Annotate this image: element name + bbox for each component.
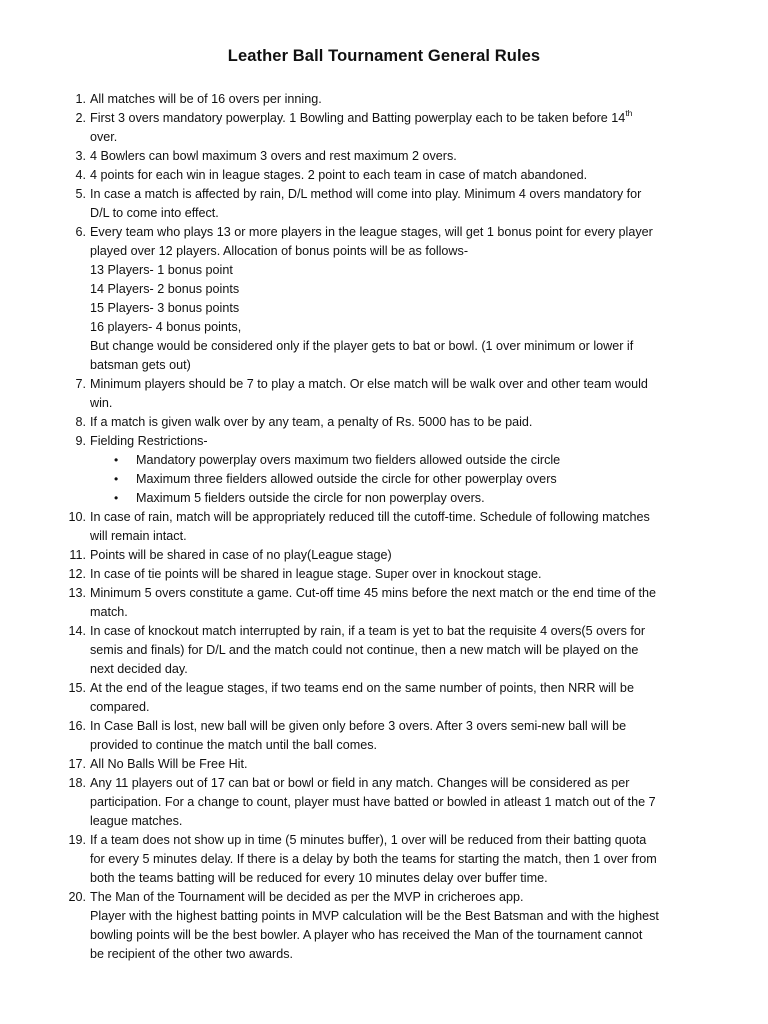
document-title: Leather Ball Tournament General Rules [227,47,541,65]
rule-text-line: In Case Ball is lost, new ball will be given only before 3 overs. After 3 overs semi-new ball will be [90,719,627,733]
rule-text-line: both the teams batting will be reduced for every 10 minutes delay over buffer time. [90,871,548,885]
rules-list [62,90,730,964]
rule-number: 16. [68,719,86,733]
rule-number: 1. [75,92,86,106]
rule-text-line: 16 players- 4 bonus points, [90,320,242,334]
rule-text-line: Player with the highest batting points in MVP calculation will be the Best Batsman and with the highest [90,909,659,923]
rule-text-line: In case of knockout match interrupted by rain, if a team is yet to bat the requisite 4 overs(5 overs for [90,624,646,638]
rule-text-line: D/L to come into effect. [90,206,219,220]
rule-text-line: played over 12 players. Allocation of bonus points will be as follows- [90,244,469,258]
rule-text-line: 4 Bowlers can bowl maximum 3 overs and rest maximum 2 overs. [90,149,457,163]
rule-item [62,584,730,622]
rule-text-line: 13 Players- 1 bonus point [90,263,233,277]
rule-text-line: compared. [90,700,150,714]
rule-text-line: Points will be shared in case of no play(League stage) [90,548,392,562]
rule-number: 15. [68,681,86,695]
rule-number: 7. [75,377,86,391]
rule-number: 19. [68,833,86,847]
rule-number: 13. [68,586,86,600]
bullet-dot-icon: • [114,491,119,505]
rule-text-line: In case of rain, match will be appropriately reduced till the cutoff-time. Schedule of following matches [90,510,650,524]
rule-text-line: next decided day. [90,662,188,676]
rule-number: 6. [75,225,86,239]
rule-number: 14. [68,624,86,638]
rule-number: 17. [68,757,86,771]
rule-text-line: league matches. [90,814,183,828]
bullet-item: • Maximum 5 fielders outside the circle for non powerplay overs. [90,489,730,508]
rule-text-line: First 3 overs mandatory powerplay. 1 Bowling and Batting powerplay each to be taken before 14th [90,108,633,125]
rule-item [62,508,730,546]
rule-text-line: 15 Players- 3 bonus points [90,301,240,315]
rule-item [62,109,730,147]
rule-item [62,774,730,831]
bullet-item: • Maximum three fielders allowed outside the circle for other powerplay overs [90,470,730,489]
rule-text-line: participation. For a change to count, player must have batted or bowled in atleast 1 match out of the 7 [90,795,656,809]
rule-number: 11. [69,548,86,562]
rule-item [62,565,730,584]
rule-text-line: Any 11 players out of 17 can bat or bowl or field in any match. Changes will be considered as per [90,776,630,790]
rule-text-line: Minimum 5 overs constitute a game. Cut-off time 45 mins before the next match or the end time of the [90,586,657,600]
rule-text-line: batsman gets out) [90,358,191,372]
rule-number: 8. [75,415,86,429]
rule-text-line: will remain intact. [90,529,187,543]
rule-number: 5. [75,187,86,201]
rule-number: 20. [68,890,86,904]
rule-text-line: semis and finals) for D/L and the match could not continue, then a new match will be played on the [90,643,639,657]
rule-text-line: All matches will be of 16 overs per inning. [90,92,322,106]
rule-text-line: provided to continue the match until the ball comes. [90,738,378,752]
rule-item [62,622,730,679]
rule-item [62,717,730,755]
bullet-item: • Mandatory powerplay overs maximum two fielders allowed outside the circle [90,451,730,470]
rule-text-line: 14 Players- 2 bonus points [90,282,240,296]
rule-text-line: In case of tie points will be shared in league stage. Super over in knockout stage. [90,567,542,581]
rule-item [62,679,730,717]
rule-text-line: 4 points for each win in league stages. 2 point to each team in case of match abandoned. [90,168,588,182]
rule-item [62,166,730,185]
rule-text-line: be recipient of the other two awards. [90,947,294,961]
rule-item [62,90,730,109]
rule-text-line: The Man of the Tournament will be decided as per the MVP in cricheroes app. [90,890,524,904]
rule-text-line: At the end of the league stages, if two teams end on the same number of points, then NRR will be [90,681,634,695]
rule-item [62,831,730,888]
rule-item [62,147,730,166]
rule-item [62,223,730,375]
fielding-restrictions-list [90,451,730,508]
rule-text-line: Fielding Restrictions- [90,434,208,448]
rule-number: 2. [75,111,86,125]
bullet-dot-icon: • [114,453,119,467]
rule-text-line: over. [90,130,118,144]
rule-text-line: Every team who plays 13 or more players in the league stages, will get 1 bonus point for every player [90,225,653,239]
rule-text-line: Minimum players should be 7 to play a match. Or else match will be walk over and other team would [90,377,648,391]
bullet-dot-icon: • [114,472,119,486]
rule-number: 12. [68,567,86,581]
rule-text-line: All No Balls Will be Free Hit. [90,757,248,771]
rule-item [62,888,730,964]
rule-item [62,375,730,413]
rule-number: 9. [75,434,86,448]
rule-item [62,413,730,432]
rule-text-line: In case a match is affected by rain, D/L method will come into play. Minimum 4 overs mandatory for [90,187,642,201]
rule-text-line: If a team does not show up in time (5 minutes buffer), 1 over will be reduced from their batting quota [90,833,647,847]
rule-text-line: bowling points will be the best bowler. A player who has received the Man of the tournament cannot [90,928,643,942]
rule-number: 10. [68,510,86,524]
rule-text-line: But change would be considered only if the player gets to bat or bowl. (1 over minimum or lower if [90,339,634,353]
rule-item [62,546,730,565]
rule-text-line: match. [90,605,128,619]
rule-item [62,755,730,774]
rule-number: 4. [75,168,86,182]
rule-superscript: th [625,108,633,118]
rule-number: 18. [68,776,86,790]
rule-text-line: win. [90,396,113,410]
rule-text-line: for every 5 minutes delay. If there is a delay by both the teams for starting the match, then 1 over from [90,852,657,866]
rule-item [62,432,730,508]
rule-text-line: If a match is given walk over by any team, a penalty of Rs. 5000 has to be paid. [90,415,533,429]
rule-item [62,185,730,223]
rule-number: 3. [75,149,86,163]
